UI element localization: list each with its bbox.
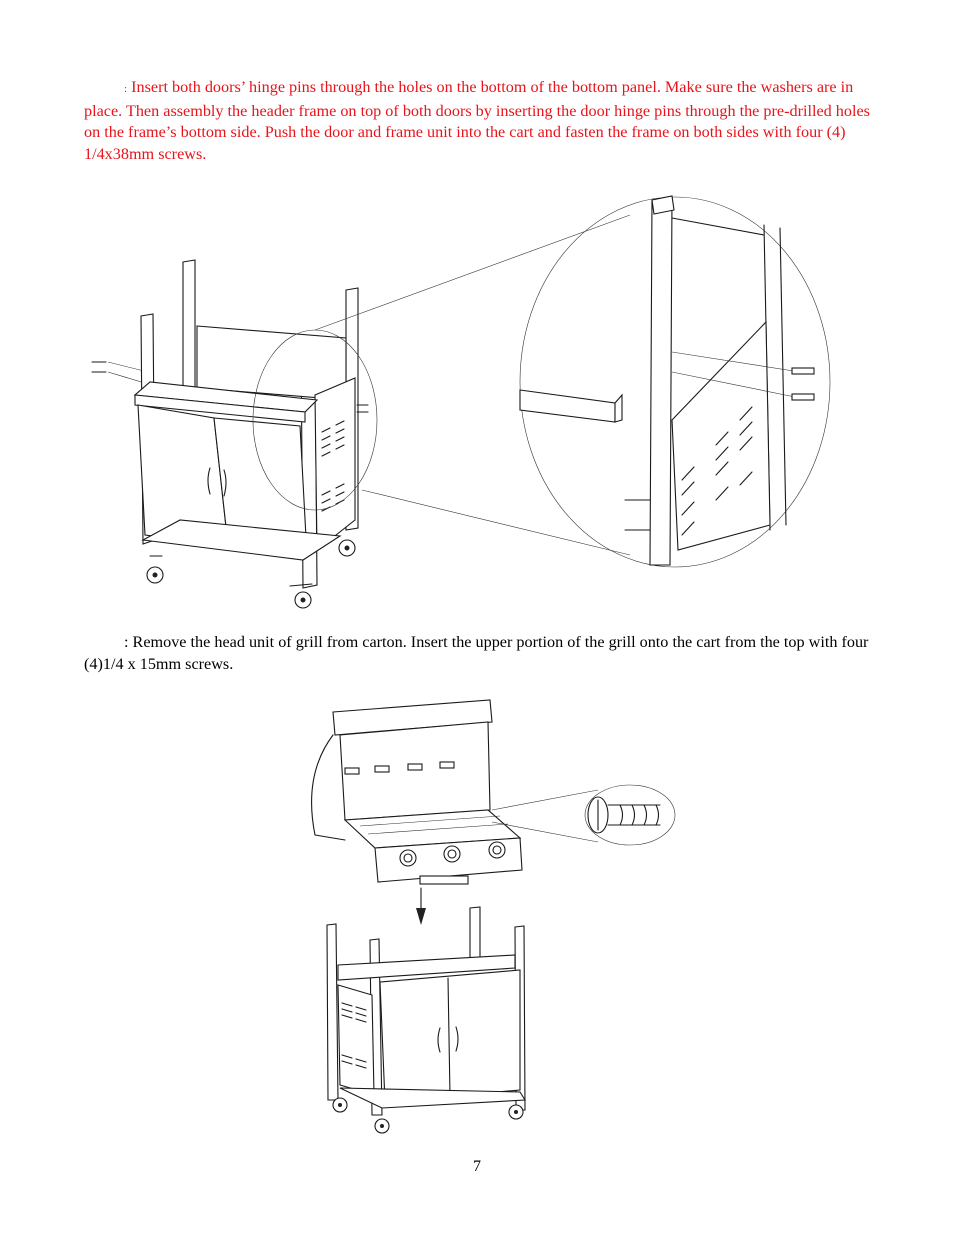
step1-text: Insert both doors’ hinge pins through the holes on the bottom of the bottom panel. Make sure the washers are in place. Then assembly the header frame on top of both doors by inserting the door hinge pins through the pre-drilled holes on the frame’s bottom side. Push the door and frame unit into the cart and fasten the frame on both sides with four (4) 1/4x38mm screws. xyxy=(84,78,870,163)
down-arrow-icon xyxy=(416,888,426,925)
step2-colon: : xyxy=(124,633,129,651)
step2-text: Remove the head unit of grill from carton. Insert the upper portion of the grill onto the cart from the top with four (4)1/4 x 15mm screws. xyxy=(84,633,869,673)
grill-head xyxy=(312,700,522,884)
screw-detail-icon xyxy=(585,785,675,845)
step1-colon: : xyxy=(124,83,128,95)
page-number: 7 xyxy=(473,1158,481,1175)
cart xyxy=(327,907,525,1133)
